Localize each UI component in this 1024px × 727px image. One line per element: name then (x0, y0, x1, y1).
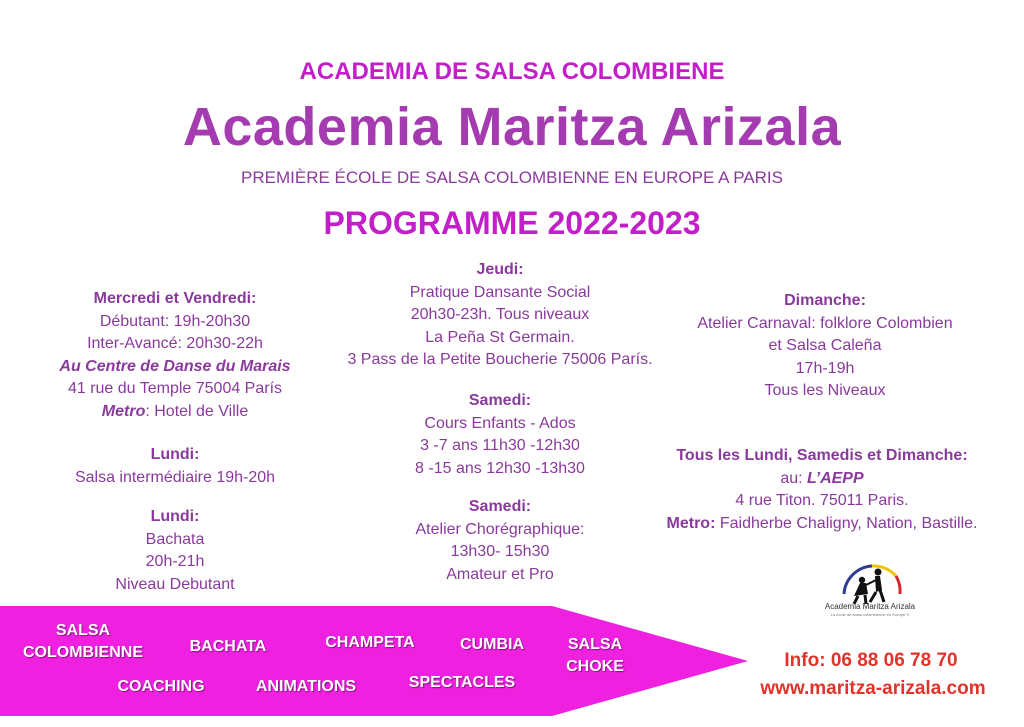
schedule-heading: Tous les Lundi, Samedis et Dimanche: (676, 447, 968, 464)
schedule-line: Bachata (145, 530, 205, 548)
tag-animations: ANIMATIONS (255, 678, 357, 695)
schedule-saturday-kids (330, 390, 670, 480)
schedule-monday-bachata (30, 506, 320, 596)
venue-name: L’AEPP (807, 469, 864, 487)
schedule-line: 20h30-23h. Tous niveaux (410, 306, 590, 324)
venue-prefix: au: (780, 469, 808, 487)
tag-bachata: BACHATA (189, 638, 267, 655)
schedule-line: Niveau Debutant (115, 575, 235, 593)
schedule-sunday (660, 290, 990, 403)
schedule-line: 3 Pass de la Petite Boucherie 75006 París. (347, 351, 653, 369)
schedule-thursday (330, 259, 670, 372)
academy-tagline: PREMIÈRE ÉCOLE DE SALSA COLOMBIENNE EN EUROPE A PARIS (241, 168, 783, 187)
schedule-line: Amateur et Pro (446, 565, 554, 583)
tag-spectacles: SPECTACLES (408, 674, 516, 691)
schedule-line: 13h30- 15h30 (450, 543, 550, 561)
schedule-line: et Salsa Caleña (768, 337, 882, 355)
schedule-line: Tous les Niveaux (764, 382, 886, 400)
tag-coaching: COACHING (117, 678, 205, 695)
tag-champeta: CHAMPETA (325, 634, 415, 651)
programme-title: PROGRAMME 2022-2023 (323, 205, 701, 241)
schedule-venue: Au Centre de Danse du Marais (59, 357, 291, 375)
schedule-line: 20h-21h (145, 553, 205, 571)
schedule-aepp (630, 445, 1014, 535)
tag-salsa-colombienne: SALSA COLOMBIENNE (23, 622, 143, 661)
schedule-line: Cours Enfants - Ados (424, 414, 576, 432)
schedule-metro (630, 513, 1014, 536)
schedule-heading: Mercredi et Vendredi: (93, 290, 257, 307)
schedule-heading: Jeudi: (476, 261, 524, 278)
schedule-line: La Peña St Germain. (425, 328, 575, 346)
schedule-metro (30, 401, 320, 424)
logo-name: Academia Maritza Arizala (824, 602, 916, 611)
schedule-heading: Lundi: (150, 508, 200, 525)
schedule-heading: Dimanche: (784, 292, 866, 309)
schedule-wednesday-friday (30, 288, 320, 424)
academy-title: Academia Maritza Arizala (182, 97, 842, 157)
academy-supertitle: ACADEMIA DE SALSA COLOMBIENE (299, 58, 725, 85)
schedule-line: Pratique Dansante Social (409, 283, 591, 301)
metro-label: Metro (101, 402, 146, 420)
schedule-address: 41 rue du Temple 75004 París (67, 380, 283, 398)
tag-salsa-choke: SALSA CHOKE (566, 636, 624, 675)
metro-value: Faidherbe Chaligny, Nation, Bastille. (715, 514, 978, 532)
tag-cumbia: CUMBIA (460, 636, 524, 653)
contact-phone: Info: 06 88 06 78 70 (784, 650, 958, 671)
contact-website[interactable]: www.maritza-arizala.com (760, 678, 986, 699)
schedule-heading: Samedi: (468, 498, 532, 515)
schedule-line: Débutant: 19h-20h30 (99, 312, 251, 330)
schedule-line: 3 -7 ans 11h30 -12h30 (420, 437, 580, 455)
schedule-line: 17h-19h (795, 359, 855, 377)
schedule-saturday-choreo (330, 496, 670, 586)
schedule-venue (630, 468, 1014, 491)
schedule-line: 8 -15 ans 12h30 -13h30 (415, 459, 585, 477)
metro-label: Metro: (666, 514, 716, 532)
schedule-line: Inter-Avancé: 20h30-22h (87, 335, 263, 353)
schedule-heading: Lundi: (150, 446, 200, 463)
schedule-line: Atelier Carnaval: folklore Colombien (697, 314, 953, 332)
schedule-line: Atelier Chorégraphique: (415, 520, 585, 538)
schedule-address: 4 rue Titon. 75011 Paris. (735, 492, 909, 510)
schedule-line: Salsa intermédiaire 19h-20h (74, 468, 276, 486)
logo-sub: La école de salsa colombienne en Europe © (830, 612, 910, 617)
schedule-monday-salsa (30, 444, 320, 489)
schedule-heading: Samedi: (468, 392, 532, 409)
metro-value: : Hotel de Ville (145, 402, 249, 420)
